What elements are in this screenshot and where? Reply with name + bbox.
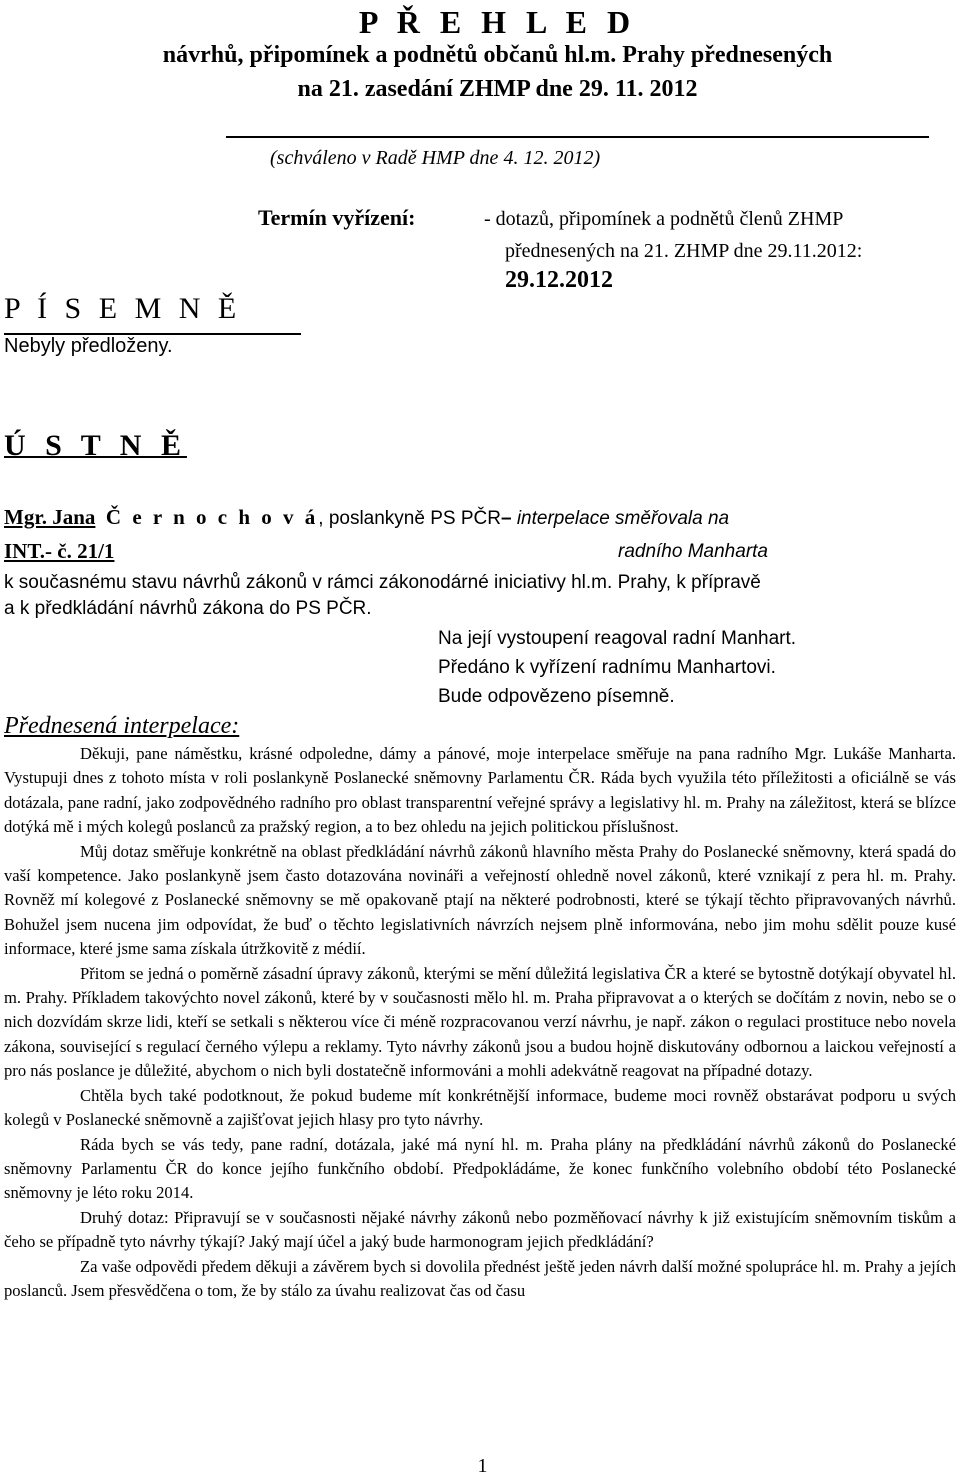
body-paragraph: Chtěla bych také podotknout, že pokud budeme mít konkrétnější informace, budeme moci rovněž obstarávat podporu u svých kolegů v Poslanecké sněmovně a zajišťovat jejich hlasy pro tyto návrhy. <box>4 1085 956 1130</box>
deadline-text-line1: - dotazů, připomínek a podnětů členů ZHMP <box>484 208 844 230</box>
body-paragraph: Ráda bych se vás tedy, pane radní, dotázala, jaké má nyní hl. m. Praha plány na předkládání návrhů zákonů do Poslanecké sněmovny Parlamentu ČR do konce jejího funkčního období. Předpokládáme, že konec funkčního volebního období této Poslanecké sněmovny je léto roku 2014. <box>4 1134 956 1203</box>
written-section-heading: P Í S E M N Ě <box>4 292 242 325</box>
document-subtitle-line1: návrhů, připomínek a podnětů občanů hl.m. Prahy přednesených <box>162 42 833 68</box>
approval-note: (schváleno v Radě HMP dne 4. 12. 2012) <box>270 147 601 169</box>
deadline-label: Termín vyřízení: <box>258 205 416 230</box>
directed-to-text: interpelace směřovala na <box>516 508 730 529</box>
response-line2: Předáno k vyřízení radnímu Manhartovi. <box>438 657 776 678</box>
header-rule <box>226 136 929 138</box>
interpellation-number: INT.- č. 21/1 <box>4 539 115 563</box>
body-paragraph: Druhý dotaz: Připravují se v současnosti nějaké návrhy zákonů nebo pozměňovací návrhy k již existujícím sněmovním tiskům a čeho se případně tyto návrhy týkají? Jaký mají účel a jaký bude harmonogram jejich předkládání? <box>4 1207 956 1252</box>
written-section-text: Nebyly předloženy. <box>4 335 173 357</box>
speaker-title: Mgr. Jana <box>4 505 96 529</box>
subject-line2: a k předkládání návrhů zákona do PS PČR. <box>4 598 372 619</box>
page-number: 1 <box>477 1455 488 1477</box>
speaker-line <box>4 505 729 530</box>
subject-line1: k současnému stavu návrhů zákonů v rámci zákonodárné iniciativy hl.m. Prahy, k přípravě <box>4 572 761 593</box>
oral-section-heading: Ú S T N Ě <box>4 429 187 462</box>
document-title: P Ř E H L E D <box>358 4 637 40</box>
speaker-role: , poslankyně PS PČR <box>318 508 501 529</box>
deadline-date: 29.12.2012 <box>505 267 613 293</box>
document-subtitle-line2: na 21. zasedání ZHMP dne 29. 11. 2012 <box>297 76 698 102</box>
interpellation-label: Přednesená interpelace: <box>4 713 240 739</box>
response-line3: Bude odpovězeno písemně. <box>438 686 675 707</box>
speaker-gap <box>95 505 106 529</box>
body-paragraph: Děkuji, pane náměstku, krásné odpoledne, dámy a pánové, moje interpelace směřuje na pana radního Mgr. Lukáše Manharta. Vystupuji dnes z tohoto místa v roli poslankyně Poslanecké sněmovny Parlamentu ČR. Ráda bych využila této příležitosti a oficiálně se vás dotázala, pane radní, jako zodpovědného radního pro oblast transparentní veřejné správy a legislativy hl. m. Prahy na záležitost, která se blízce dotýká mě i mých kolegů poslanců za pražský region, a to bez ohledu na jejich politickou příslušnost. <box>4 744 956 837</box>
addressee: radního Manharta <box>618 541 768 562</box>
body-paragraph: Můj dotaz směřuje konkrétně na oblast předkládání návrhů zákonů hlavního města Prahy do Poslanecké sněmovny, která spadá do vaší kompetence. Jako poslankyně jsem často dotazována novináři a veřejností ohledně novel zákonů, které vznikají z pera hl. m. Prahy. Rovněž mí kolegové z Poslanecké sněmovny se mě opakovaně ptají na některé podrobnosti, které se týkají těchto připravovaných návrhů. Bohužel jsem nucena jim odpovídat, že buď o těchto legislativních návrzích nejsem plně informována, nebo jim mohu sdělit pouze kusé informace, které jsme sama získala útržkovitě z médií. <box>4 841 956 959</box>
speaker-dash: – <box>500 508 512 529</box>
body-paragraph: Za vaše odpovědi předem děkuji a závěrem bych si dovolila přednést ještě jeden návrh další možné spolupráce hl. m. Prahy a jejích poslanců. Jsem přesvědčena o tom, že by stálo za úvahu realizovat čas od času <box>4 1256 956 1300</box>
deadline-text-line2: přednesených na 21. ZHMP dne 29.11.2012: <box>505 240 863 262</box>
interpellation-body <box>4 742 956 1303</box>
body-paragraph: Přitom se jedná o poměrně zásadní úpravy zákonů, kterými se mění důležitá legislativa ČR a které se bytostně dotýkají obyvatel hl. m. Prahy. Příkladem takovýchto novel zákonů, které by v současnosti mělo hl. m. Praha připravovat a o kterých se dočítám z novin, nebo se o nich dozvídám skrze lidi, kteří se setkali s některou více či méně rozpracovanou verzí návrhu, je např. zákon o regulaci prostituce nebo novela zákona, související s regulací černého výlepu a reklamy. Tyto návrhy zákonů jsou a budou hojně diskutovány odbornou a laickou veřejností a pro nás poslance je důležité, abychom o nich byli dostatečně informováni a mohli adekvátně reagovat na případné dotazy. <box>4 963 956 1081</box>
speaker-surname: Č e r n o c h o v á <box>105 505 319 529</box>
response-line1: Na její vystoupení reagoval radní Manhart. <box>438 628 797 649</box>
